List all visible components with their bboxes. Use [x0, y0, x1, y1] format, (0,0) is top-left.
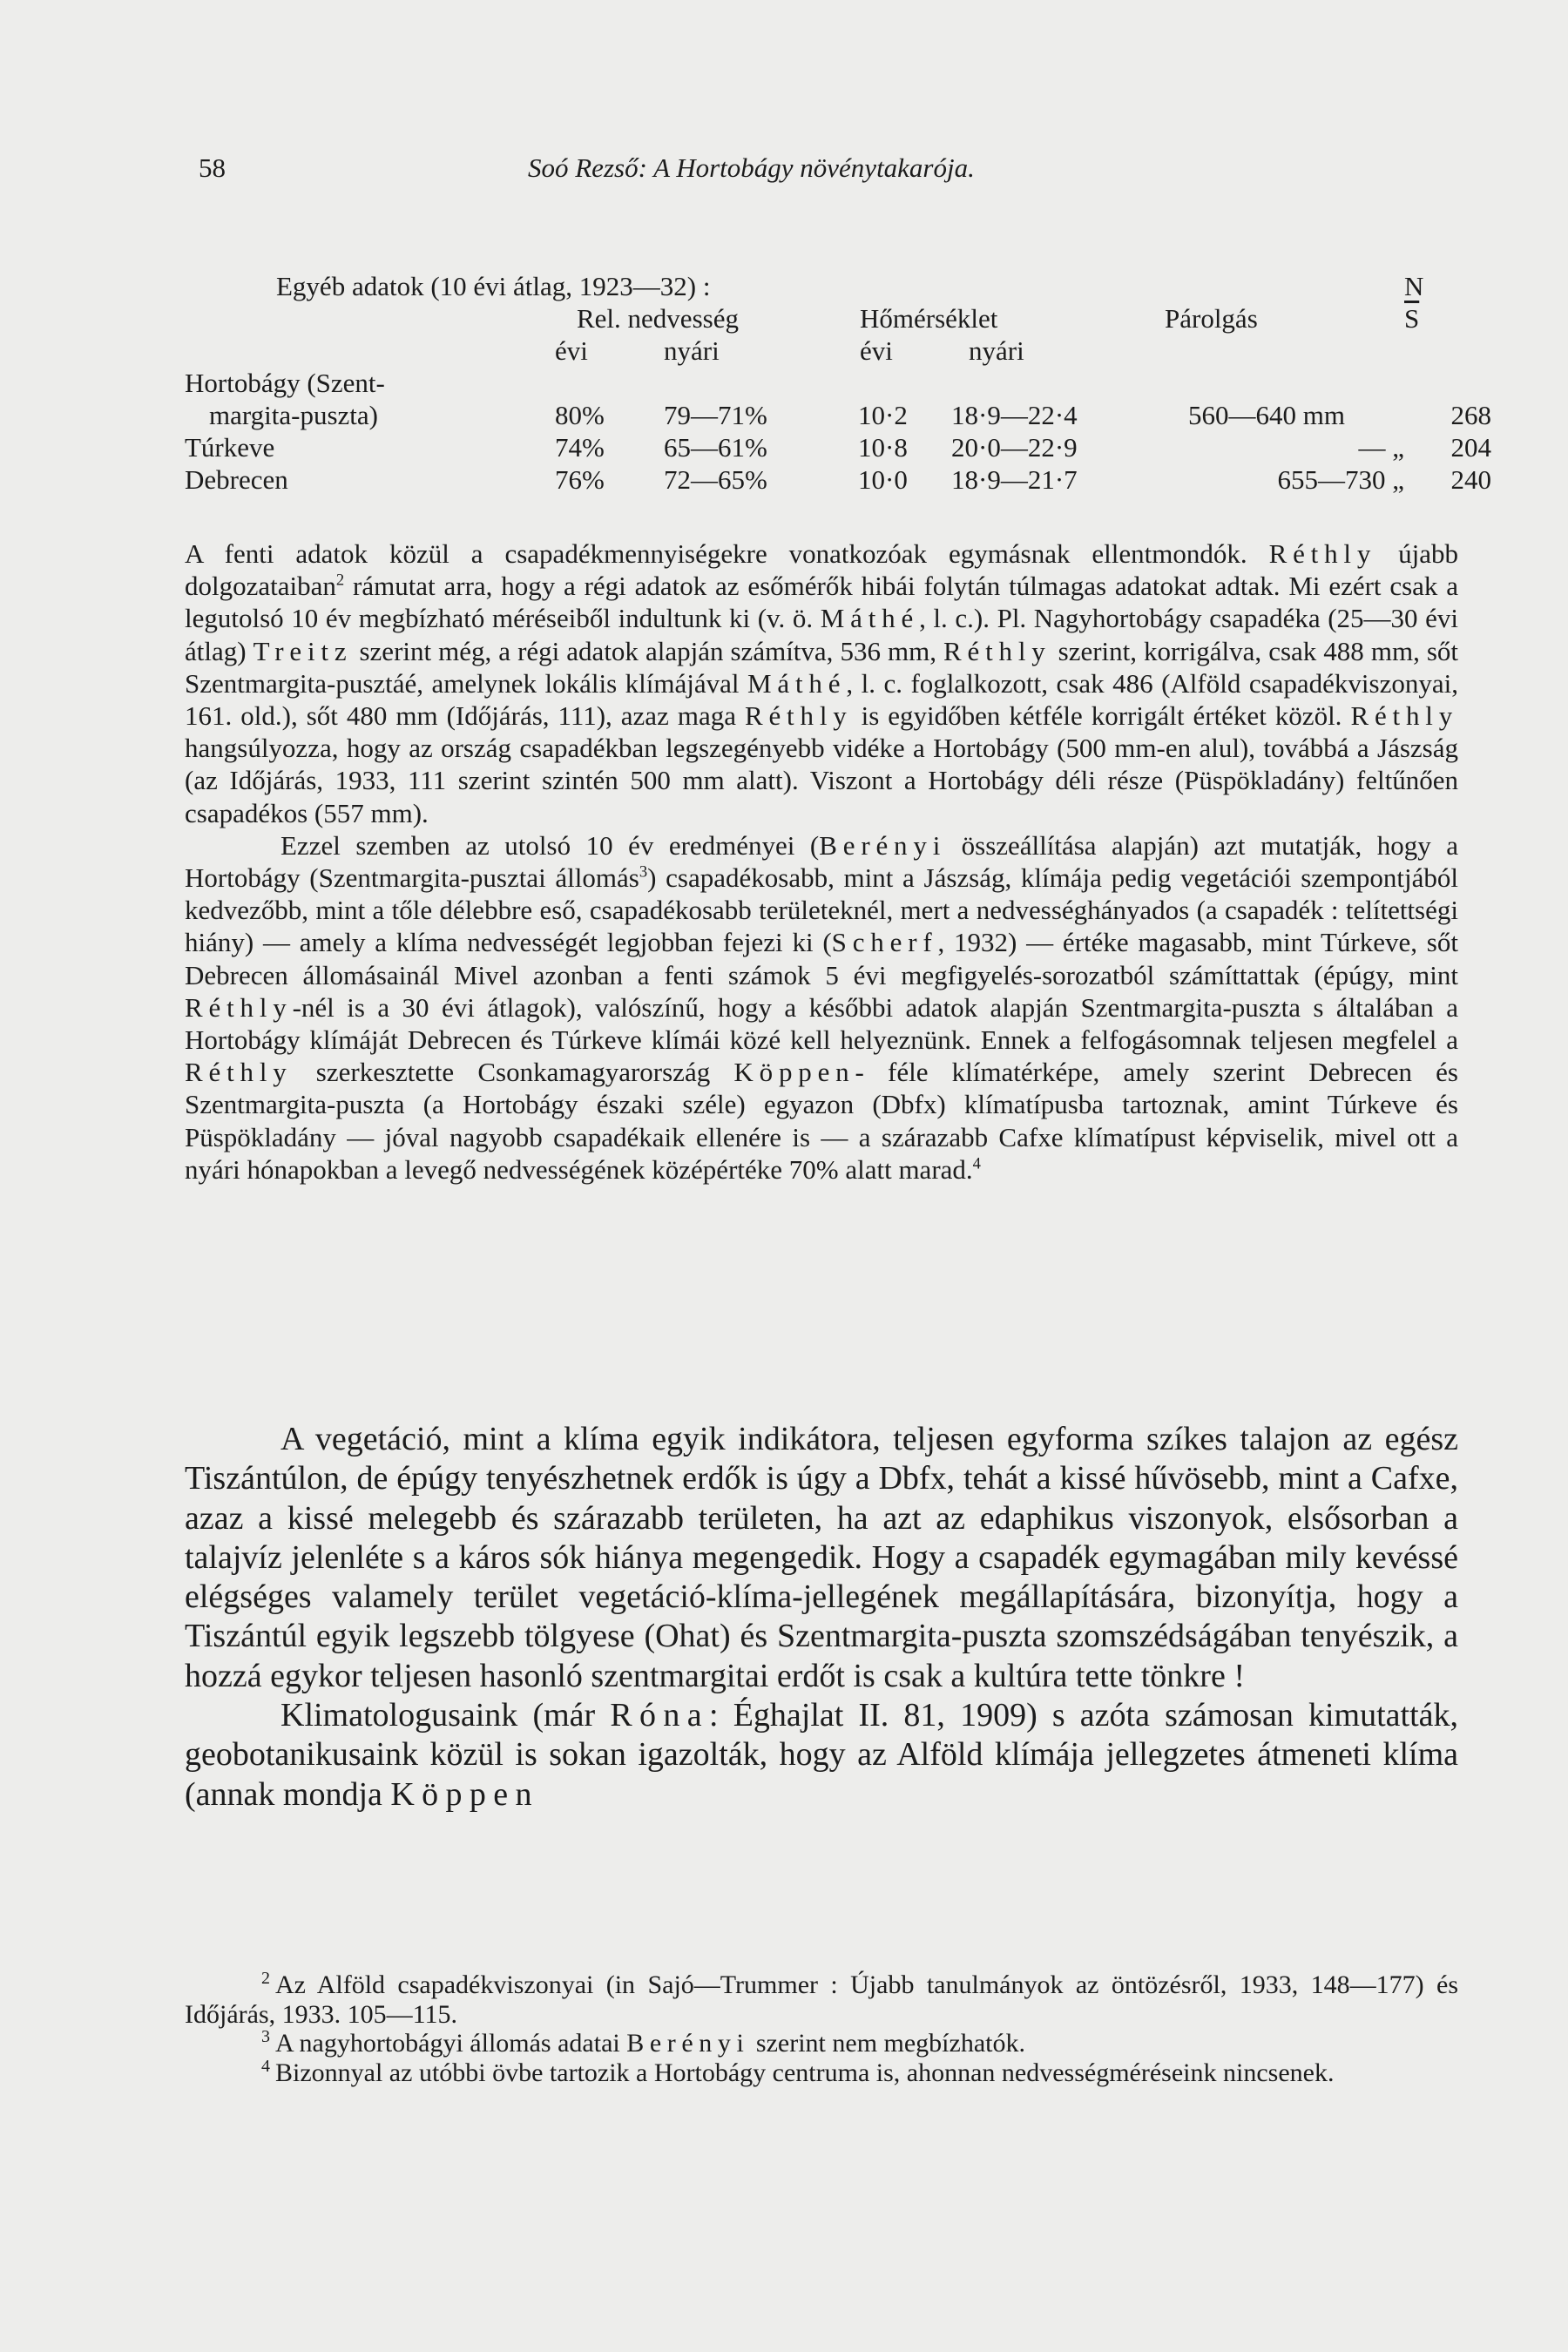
- author-name: Réthly: [744, 700, 853, 732]
- cell-evaporation: — „: [1358, 432, 1404, 463]
- author-name: Róna: [610, 1697, 709, 1734]
- cell-hum-summer: 79—71%: [664, 400, 767, 430]
- author-name: Réthly: [943, 635, 1051, 666]
- author-name: Berényi: [626, 2029, 750, 2058]
- main-body: [185, 1420, 1458, 1815]
- sub-head-hum-summer: nyári: [664, 335, 720, 366]
- col-head-s: $\overline{S}$: [1404, 303, 1420, 334]
- page-number: 58: [199, 152, 226, 183]
- author-name: Berényi: [819, 829, 947, 861]
- cell-ns: 240: [1450, 464, 1491, 495]
- footnote: $^3$ A nagyhortobágyi állomás adatai Berényi szerint nem megbízhatók.: [261, 2027, 1025, 2058]
- cell-evaporation: 655—730 „: [1277, 464, 1404, 495]
- author-name: Treitz: [253, 635, 353, 666]
- author-name: Réthly: [185, 1057, 293, 1088]
- footnote: $^2$ Az Alföld csapadékviszonyai (in Sajó—Trummer : Újabb tanulmányok az öntözésről, 1933, 148—177) és Időjárás, 1933. 105—115.: [185, 1969, 1458, 2029]
- cell-evaporation: 560—640 mm: [1188, 400, 1345, 430]
- col-head-evaporation: Párolgás: [1165, 303, 1258, 334]
- cell-temp-annual: 10·2: [858, 400, 908, 430]
- table-caption: Egyéb adatok (10 évi átlag, 1923—32) :: [276, 271, 711, 301]
- author-name: Köppen: [390, 1775, 539, 1813]
- paragraph: A vegetáció, mint a klíma egyik indikátora, teljesen egyforma szíkes talajon az egész Tiszántúlon, de épúgy tenyészhetnek erdők is úgy a Dbfx, tehát a kissé hűvösebb, mint a Cafxe, azaz a kissé melegebb és szárazabb területen, ha azt az edaphikus viszonyok, elsősorban a talajvíz jelenléte s a káros sók hiánya megengedik. Hogy a csapadék egymagában mily kevéssé elégséges valamely terület vegetáció-klíma-jellegének megállapítására, bizonyítja, hogy a Tiszántúl egyik legszebb tölgyese (Ohat) és Szentmargita-puszta szomszédságában tenyészik, a hozzá egykor teljesen hasonló szentmargitai erdőt is csak a kultúra tette tönkre !: [185, 1421, 1458, 1694]
- footnote-mark: 3: [261, 2027, 270, 2046]
- footnote-ref: 2: [335, 571, 345, 590]
- footnote-mark: 2: [261, 1969, 270, 1988]
- paragraph: A fenti adatok közül a csapadékmennyiségekre vonatkozóak egymásnak ellentmondók. Réthly újabb dolgozataiban$^2$ rámutat arra, hogy a régi adatok az esőmérők hibái folytán túlmagas adatokat adtak. Mi ezért csak a legutolsó 10 év megbízható méréseiből indultunk ki (v. ö. Máthé, l. c.). Pl. Nagyhortobágy csapadéka (25—30 évi átlag) Treitz szerint még, a régi adatok alapján számítva, 536 mm, Réthly szerint, korrigálva, csak 488 mm, sőt Szentmargita-pusztáé, amelynek lokális klímájával Máthé, l. c. foglalkozott, csak 486 (Alföld csapadékviszonyai, 161. old.), sőt 480 mm (Időjárás, 111), azaz maga Réthly is egyidőben kétféle korrigált értéket közöl. Réthly hangsúlyozza, hogy az ország csapadékban legszegényebb vidéke a Hortobágy (500 mm-en alul), továbbá a Jászság (az Időjárás, 1933, 111 szerint szintén 500 mm alatt). Viszont a Hortobágy déli része (Püspökladány) feltűnően csapadékos (557 mm).: [185, 538, 1459, 828]
- paragraph: Ezzel szemben az utolsó 10 év eredményei (Berényi összeállítása alapján) azt mutatják, hogy a Hortobágy (Szentmargita-pusztai állomás$^3$) csapadékosabb, mint a Jászság, klímája pedig vegetációi szempontjából kedvezőbb, mint a tőle délebbre eső, csapadékosabb területeknél, mert a nedvességhányados (a csapadék : telítettségi hiány) — amely a klíma nedvességét legjobban fejezi ki (Scherf, 1932) — értéke magasabb, mint Túrkeve, sőt Debrecen állomásainál Mivel azonban a fenti számok 5 évi megfigyelés-sorozatból számíttattak (épúgy, mint Réthly-nél is a 30 évi átlagok), valószínű, hogy a későbbi adatok alapján Szentmargita-puszta s általában a Hortobágy klímáját Debrecen és Túrkeve klímái közé kell helyeznünk. Ennek a felfogásomnak teljesen megfelel a Réthly szerkesztette Csonkamagyarország Köppen- féle klímatérképe, amely szerint Debrecen és Szentmargita-puszta (a Hortobágy északi széle) egyazon (Dbfx) klímatípusba tartoznak, amint Túrkeve és Püspökladány — jóval nagyobb csapadékaik ellenére is — a szárazabb Cafxe klímatípust képviselik, mivel ott a nyári hónapokban a levegő nedvességének középértéke 70% alatt marad.$^4$: [185, 829, 1459, 1185]
- col-head-humidity: Rel. nedvesség: [577, 303, 739, 334]
- footnote-ref: 3: [639, 862, 648, 882]
- footnote-mark: 4: [261, 2056, 270, 2076]
- page-header: [199, 152, 1453, 187]
- small-print-body: [185, 537, 1458, 1186]
- sub-head-hum-annual: évi: [555, 335, 588, 366]
- paragraph: Klimatologusaink (már Róna: Éghajlat II. 81, 1909) s azóta számosan kimutatták, geobotanikusaink közül is sokan igazolták, hogy az Alföld klímája jellegzetes átmeneti klíma (annak mondja Köppen: [185, 1697, 1458, 1813]
- author-name: Máthé: [747, 667, 847, 699]
- cell-temp-annual: 10·8: [858, 432, 908, 463]
- row-name: Debrecen: [185, 464, 288, 495]
- author-name: Máthé: [820, 603, 920, 634]
- author-name: Réthly: [1350, 700, 1459, 732]
- cell-temp-summer: 18·9—22·4: [951, 400, 1078, 430]
- author-name: Réthly: [185, 991, 293, 1023]
- row-name: Túrkeve: [185, 432, 275, 463]
- cell-hum-annual: 76%: [555, 464, 605, 495]
- cell-ns: 268: [1450, 400, 1491, 430]
- author-name: Réthly: [1268, 538, 1377, 569]
- author-name: Scherf: [831, 927, 938, 958]
- cell-temp-annual: 10·0: [858, 464, 908, 495]
- cell-hum-summer: 72—65%: [664, 464, 767, 495]
- footnotes: [185, 1970, 1458, 2087]
- cell-ns: 204: [1450, 432, 1491, 463]
- col-head-n: N: [1404, 271, 1424, 301]
- author-name: Köppen: [733, 1057, 855, 1088]
- cell-hum-annual: 80%: [555, 400, 605, 430]
- cell-temp-summer: 18·9—21·7: [951, 464, 1078, 495]
- sub-head-temp-summer: nyári: [969, 335, 1024, 366]
- footnote: $^4$ Bizonnyal az utóbbi övbe tartozik a Hortobágy centruma is, ahonnan nedvességméréseink nincsenek.: [261, 2056, 1335, 2087]
- sub-head-temp-annual: évi: [860, 335, 893, 366]
- row-name-line1: Hortobágy (Szent-: [185, 368, 385, 398]
- cell-hum-summer: 65—61%: [664, 432, 767, 463]
- cell-hum-annual: 74%: [555, 432, 605, 463]
- cell-temp-summer: 20·0—22·9: [951, 432, 1078, 463]
- running-title: Soó Rezső: A Hortobágy növénytakarója.: [528, 152, 975, 183]
- climate-data-table: [185, 270, 1491, 531]
- col-head-temperature: Hőmérséklet: [860, 303, 998, 334]
- footnote-ref: 4: [972, 1154, 981, 1173]
- row-name: margita-puszta): [209, 400, 378, 430]
